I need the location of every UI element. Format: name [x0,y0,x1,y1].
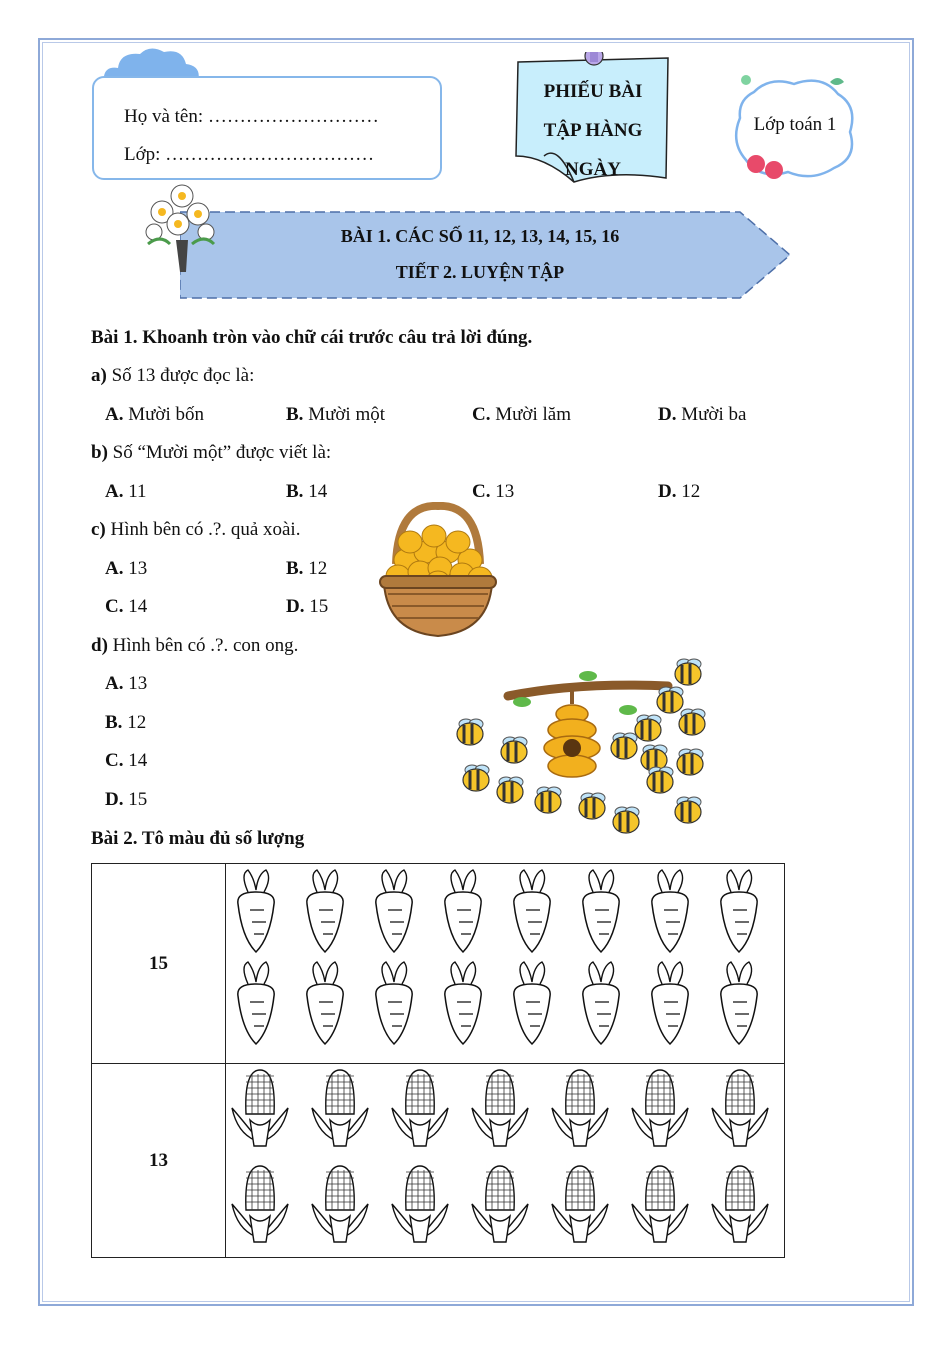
question-text: Số 13 được đọc là: [106,365,255,386]
option-letter: A. [105,558,124,579]
question-label: b) [91,442,108,463]
option-letter: C. [472,481,491,502]
banner-subtitle: TIẾT 2. LUYỆN TẬP [395,262,565,282]
carrot-icon [238,962,274,1044]
carrot-icon [583,962,619,1044]
bee-icon [611,733,637,759]
corn-icon [232,1166,288,1242]
corn-icon [312,1166,368,1242]
question-a [91,365,254,387]
class-badge: Lớp toán 1 [753,114,837,135]
exercise-1-title: Bài 1. Khoanh tròn vào chữ cái trước câu trả lời đúng. [91,327,533,348]
option-text: 12 [303,558,328,579]
carrot-icon [721,870,757,952]
flower-bouquet-icon [140,182,222,274]
option-a-D[interactable] [658,404,746,426]
corn-icon [632,1070,688,1146]
carrot-icon [721,962,757,1044]
question-text: Hình bên có .?. con ong. [107,635,299,656]
carrot-icon [307,962,343,1044]
option-letter: D. [658,404,677,425]
option-text: Mười lăm [490,404,571,425]
corn-icon [392,1166,448,1242]
target-number: 13 [92,1064,226,1258]
bee-icon [463,765,489,791]
corn-icon [472,1070,528,1146]
mango-icon [446,531,470,553]
option-text: 12 [122,712,147,733]
table-row [92,1064,785,1258]
option-letter: A. [105,404,124,425]
option-letter: A. [105,673,124,694]
option-text: 12 [676,481,701,502]
question-b [91,442,331,464]
carrot-grid [226,864,785,1064]
option-c-B[interactable] [286,558,327,580]
carrot-icon [514,870,550,952]
option-c-D[interactable] [286,596,328,618]
bee-icon [613,807,639,833]
corn-icon [552,1070,608,1146]
carrot-icon [376,962,412,1044]
option-text: Mười bốn [123,404,205,425]
sheet-title-line: NGÀY [565,159,621,180]
exercise-2-title: Bài 2. Tô màu đủ số lượng [91,828,305,849]
option-d-D[interactable] [105,789,147,811]
bee-icon [635,715,661,741]
option-text: 14 [123,750,148,771]
option-letter: B. [105,712,123,733]
carrot-icon [583,870,619,952]
mango-icon [422,525,446,547]
bee-icon [647,767,673,793]
option-text: 14 [123,596,148,617]
question-d [91,635,298,657]
bee-icon [675,659,701,685]
carrot-icon [307,870,343,952]
option-text: 15 [123,789,148,810]
corn-icon [312,1070,368,1146]
option-text: 13 [123,558,148,579]
option-letter: C. [105,596,124,617]
banner-title: BÀI 1. CÁC SỐ 11, 12, 13, 14, 15, 16 [340,226,620,246]
carrot-icon [445,962,481,1044]
target-number: 15 [92,864,226,1064]
option-letter: D. [658,481,677,502]
carrot-icon [652,962,688,1044]
student-info-box [92,76,442,180]
mango-icon [398,531,422,553]
option-text: 14 [303,481,328,502]
bee-icon [535,787,561,813]
name-line[interactable]: Họ và tên: ……………………… [124,106,379,127]
corn-icon [392,1070,448,1146]
carrot-icon [445,870,481,952]
option-text: Mười ba [676,404,747,425]
option-letter: A. [105,481,124,502]
option-letter: D. [286,596,305,617]
corn-icon [712,1166,768,1242]
question-c [91,519,300,541]
sheet-title [514,72,672,189]
bee-icon [497,777,523,803]
sheet-title-line: PHIẾU BÀI [543,81,643,102]
beehive-scene-icon [448,652,724,842]
option-b-C[interactable] [472,481,514,503]
carrot-icon [238,870,274,952]
lesson-banner [180,210,792,300]
coloring-table [91,863,785,1258]
corn-icon [232,1070,288,1146]
option-b-B[interactable] [286,481,327,503]
bee-icon [679,709,705,735]
class-line[interactable]: Lớp: …………………………… [124,144,375,165]
table-row [92,864,785,1064]
option-a-B[interactable] [286,404,385,426]
question-label: c) [91,519,106,540]
corn-icon [712,1070,768,1146]
carrot-icon [376,870,412,952]
option-a-C[interactable] [472,404,571,426]
option-d-C[interactable] [105,750,147,772]
option-text: Mười một [303,404,386,425]
corn-icon [632,1166,688,1242]
option-letter: C. [105,750,124,771]
option-c-A[interactable] [105,558,147,580]
corn-grid [226,1064,785,1258]
option-c-C[interactable] [105,596,147,618]
corn-icon [552,1166,608,1242]
carrot-icon [652,870,688,952]
option-text: 11 [123,481,147,502]
option-text: 15 [304,596,329,617]
sheet-title-line: TẬP HÀNG [543,120,643,141]
bee-icon [457,719,483,745]
bee-icon [677,749,703,775]
option-a-A[interactable] [105,404,204,426]
option-text: 13 [123,673,148,694]
bee-icon [579,793,605,819]
question-text: Số “Mười một” được viết là: [107,442,332,463]
option-d-B[interactable] [105,712,146,734]
option-b-A[interactable] [105,481,147,503]
option-letter: B. [286,558,304,579]
option-letter: B. [286,404,304,425]
question-label: a) [91,365,107,386]
option-b-D[interactable] [658,481,700,503]
option-letter: D. [105,789,124,810]
question-label: d) [91,635,108,656]
corn-icon [472,1166,528,1242]
carrot-icon [514,962,550,1044]
mango-basket-icon [376,502,500,642]
option-d-A[interactable] [105,673,147,695]
option-letter: C. [472,404,491,425]
bee-icon [657,687,683,713]
bee-icon [675,797,701,823]
option-letter: B. [286,481,304,502]
option-text: 13 [490,481,515,502]
bee-icon [501,737,527,763]
question-text: Hình bên có .?. quả xoài. [105,519,301,540]
